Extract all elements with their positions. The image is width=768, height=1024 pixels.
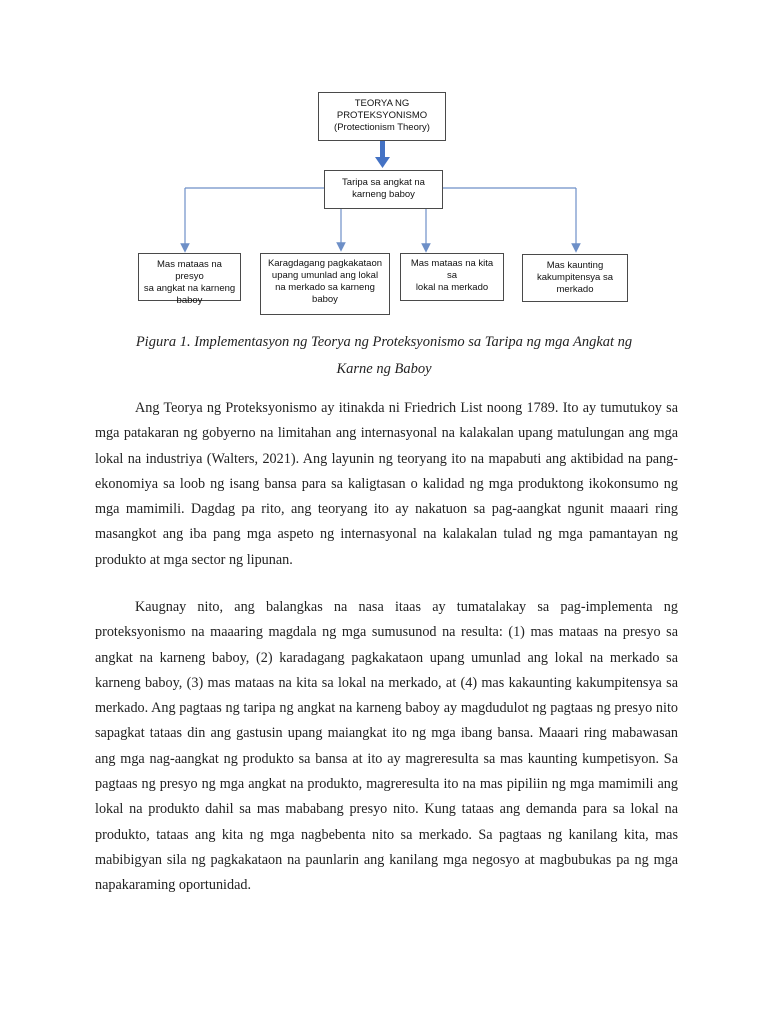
result-2-line-1: Karagdagang pagkakataon — [267, 258, 383, 269]
result-4-line-2: kakumpitensya sa — [536, 272, 614, 283]
result-box-4 — [522, 254, 628, 302]
result-box-1 — [138, 253, 241, 306]
result-4-line-3: merkado — [556, 284, 594, 295]
result-1-line-3: baboy — [176, 295, 203, 306]
protectionism-diagram — [0, 0, 768, 320]
result-2-line-2: upang umunlad ang lokal — [271, 270, 379, 281]
result-1-line-1: Mas mataas na presyo — [157, 259, 222, 282]
result-1-line-2: sa angkat na karneng — [143, 283, 236, 294]
theory-box — [318, 92, 446, 141]
theory-box-line-2: PROTEKSYONISMO — [336, 110, 428, 121]
result-2-line-3: na merkado sa karneng — [275, 282, 375, 293]
main-arrow-head — [375, 157, 390, 168]
tariff-box — [324, 170, 443, 209]
paragraph-2: Kaugnay nito, ang balangkas na nasa itaas ay tumatalakay sa pag-implementa ng proteksyonismo na maaaring magdala ng mga sumusunod na resulta: (1) mas mataas na presyo sa angkat na karneng baboy, (2) karadagang pagkakataon upang umunlad ang lokal na merkado sa karneng baboy, (3) mas mataas na kita sa lokal na merkado, at (4) mas kakaunting kakumpitensya sa merkado. Ang pagtaas ng taripa ng angkat na karneng baboy ay magdudulot ng pagtaas ng presyo nito sapagkat tataas din ang gastusin upang maiangkat ito ng mga ibang bansa. Maaari ring mabawasan ang mga nag-aangkat ng produkto sa bansa at ito ay magreresulta sa mas kaunting kumpetisyon. Sa pagtaas ng presyo ng mga angkat na produkto, magreresulta ito na mas pipiliin ng mga mamimili ang lokal na produkto dahil sa mas mababang presyo nito. Kung tataas ang demanda para sa lokal na produkto, tataas ang kita ng mga nagbebenta nito sa merkado. Sa pagtaas ng kanilang kita, mas mabibigyan sila ng pagkakataon na paunlarin ang kanilang mga negosyo at magbubukas pa ng mga napakaraming oportunidad. — [95, 599, 678, 894]
tariff-box-line-1: Taripa sa angkat na — [342, 177, 425, 188]
result-2-line-4: baboy — [312, 294, 338, 305]
result-box-2 — [260, 253, 390, 315]
figure-caption-line-1: Pigura 1. Implementasyon ng Teorya ng Proteksyonismo sa Taripa ng mga Angkat ng — [135, 334, 633, 350]
theory-box-line-3: (Protectionism Theory) — [334, 122, 430, 133]
result-4-line-1: Mas kaunting — [546, 260, 604, 271]
paragraph-1: Ang Teorya ng Proteksyonismo ay itinakda ni Friedrich List noong 1789. Ito ay tumutukoy sa mga patakaran ng gobyerno na limitahan ang internasyonal na kalakalan upang matulungan ang mga lokal na industriya (Walters, 2021). Ang layunin ng teoryang ito na mapabuti ang aktibidad na pang-ekonomiya sa loob ng isang bansa para sa kaligtasan o kalidad ng mga produktong ikokonsumo ng mga mamimili. Dagdag pa rito, ang teoryang ito ay nakatuon sa pag-aangkat ngunit maaari ring masangkot ang iba pang mga aspeto ng internasyonal na kalakalan tulad ng mga pamantayan ng produkto at mga sector ng lipunan. — [95, 400, 678, 568]
result-3-line-2: lokal na merkado — [415, 282, 489, 293]
tariff-box-line-2: karneng baboy — [352, 189, 415, 200]
theory-box-line-1: TEORYA NG — [354, 98, 410, 109]
figure-caption-line-2: Karne ng Baboy — [336, 361, 432, 377]
main-arrow-shaft — [380, 141, 385, 158]
result-box-3 — [400, 253, 504, 301]
result-3-line-1: Mas mataas na kita sa — [410, 258, 494, 281]
